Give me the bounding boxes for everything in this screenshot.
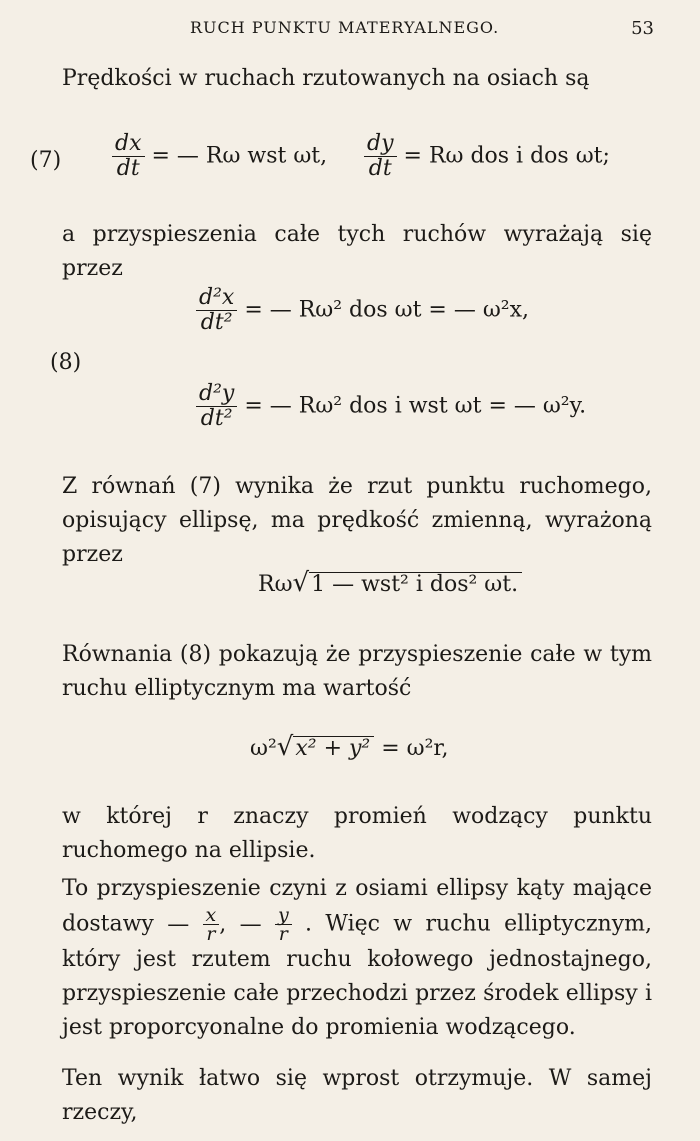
equation-acceleration	[250, 732, 449, 762]
equation-8-label: (8)	[50, 350, 82, 375]
equation-speed	[258, 568, 522, 598]
equation-8a-rhs: = — Rω² dos ωt = — ω²x,	[244, 297, 530, 323]
fraction-d2x-dt2: $\frac{\text{d²x}}{\text{dt²}}$	[196, 286, 237, 335]
equation-8b	[196, 382, 586, 431]
paragraph-accelerations: a przyspieszenia całe tych ruchów wyrażają się przez	[62, 222, 652, 281]
equation-7b	[364, 132, 610, 181]
paragraph-ellipse-speed: Z równań (7) wynika że rzut punktu ruchomego, opisujący ellipsę, ma prędkość zmienną, wyrażoną przez	[62, 474, 652, 567]
equation-7b-rhs: = Rω dos i dos ωt;	[403, 143, 610, 169]
equation-7a	[112, 132, 327, 181]
fraction-x-r: $\frac{x}{r}$	[203, 906, 220, 943]
equation-7a-rhs: = — Rω wst ωt,	[151, 143, 328, 169]
radical-sign: √	[276, 732, 294, 762]
paragraph-velocities: Prędkości w ruchach rzutowanych na osiach są	[62, 66, 590, 91]
fraction-y-r: $\frac{y}{r}$	[275, 906, 292, 943]
fraction-dy-dt: $\frac{dy}{dt}$	[364, 132, 397, 181]
paragraph-direction-cosines: To przyspieszenie czyni z osiami ellipsy kąty mające dostawy — $\frac{x}{r}$ , — $\frac{y}{r}$ . Więc w ruchu elliptycznym, który jest rzutem ruchu kołowego jednostajnego, przyspieszenie całe przechodzi przez środek ellipsy i jest proporcyonalne do promienia wodzącego.	[62, 876, 652, 1040]
cosines-expression: — $\frac{x}{r}$ , — $\frac{y}{r}$	[167, 912, 305, 937]
equation-8b-rhs: = — Rω² dos i wst ωt = — ω²y.	[244, 393, 587, 419]
accel-rhs: = ω²r,	[381, 736, 449, 761]
paragraph-elliptic-acceleration: Równania (8) pokazują że przyspieszenie całe w tym ruchu elliptycznym ma wartość	[62, 642, 652, 701]
paragraph-radius: w której r znaczy promień wodzący punktu ruchomego na ellipsie.	[62, 804, 652, 863]
running-header	[0, 18, 700, 44]
accel-radicand: x² + y²	[293, 736, 374, 761]
radical-sign: √	[292, 568, 310, 598]
speed-prefix: Rω	[258, 572, 293, 597]
running-title: RUCH PUNKTU MATERYALNEGO.	[190, 18, 500, 37]
accel-prefix: ω²	[250, 736, 277, 761]
fraction-dx-dt: $\frac{dx}{dt}$	[112, 132, 145, 181]
equation-7-label: (7)	[30, 148, 62, 173]
page-number: 53	[631, 18, 654, 39]
paragraph-direct-proof: Ten wynik łatwo się wprost otrzymuje. W samej rzeczy,	[62, 1066, 652, 1125]
equation-8a	[196, 286, 529, 335]
fraction-d2y-dt2: $\frac{\text{d²y}}{\text{dt²}}$	[196, 382, 237, 431]
speed-radicand: 1 — wst² i dos² ωt.	[309, 572, 522, 597]
